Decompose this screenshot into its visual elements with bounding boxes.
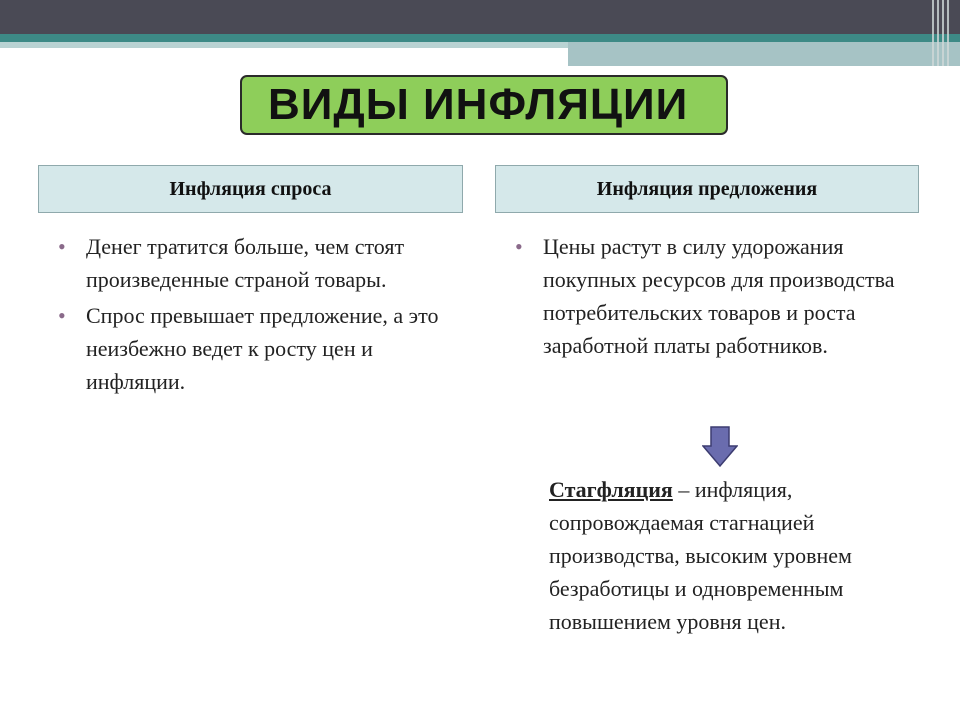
top-bar-light-left [0,42,568,48]
top-bar-dark [0,0,960,34]
bullet-icon: • [515,234,523,259]
top-bar-light-right [568,42,960,66]
supply-bullet-list [515,230,915,365]
arrow-down-icon [702,426,738,468]
bullet-icon: • [58,234,66,259]
bullet-text: Цены растут в силу удорожания покупных ресурсов для производства потребительских товаров и роста заработной платы работников. [543,234,895,358]
title-box [240,75,728,135]
stagflation-term: Стагфляция [549,477,673,502]
stagflation-definition [549,473,909,638]
list-item [515,230,915,362]
list-item [58,299,458,398]
stagflation-text: – инфляция, сопровождаемая стагнацией производства, высоким уровнем безработицы и одновременным повышением уровня цен. [549,477,852,634]
top-bar-teal [0,34,960,42]
page-title: ВИДЫ ИНФЛЯЦИИ [268,80,689,129]
bullet-text: Спрос превышает предложение, а это неизбежно ведет к росту цен и инфляции. [86,303,439,394]
column-header-demand: Инфляция спроса [38,165,463,213]
column-header-supply: Инфляция предложения [495,165,919,213]
bullet-text: Денег тратится больше, чем стоят произведенные страной товары. [86,234,405,292]
list-item [58,230,458,296]
bullet-icon: • [58,303,66,328]
demand-bullet-list [58,230,458,401]
decorative-stripes [932,0,950,66]
